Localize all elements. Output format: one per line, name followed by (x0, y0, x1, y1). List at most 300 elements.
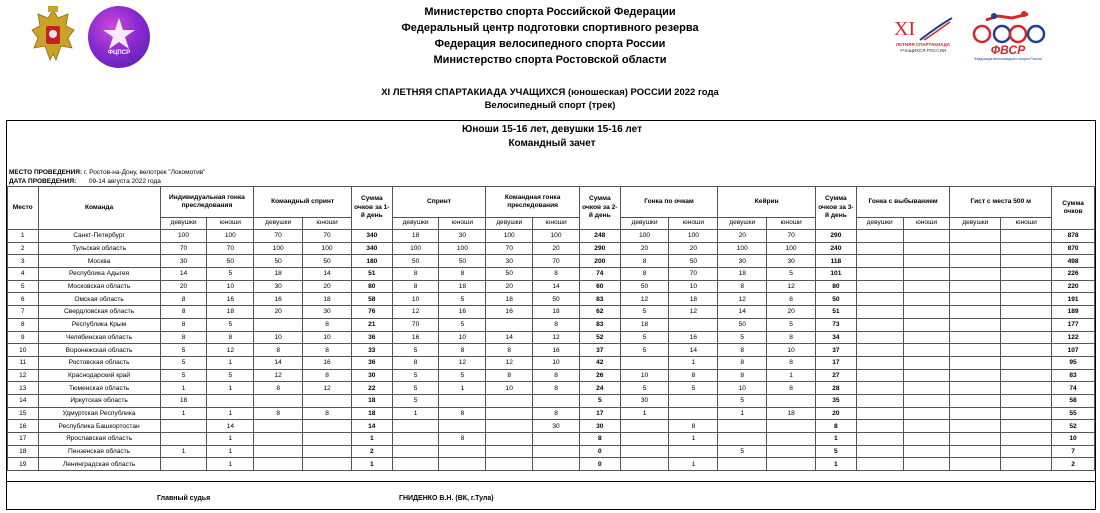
score-cell (533, 458, 580, 471)
score-cell (439, 394, 486, 407)
score-cell: 14 (303, 268, 352, 281)
score-cell: 8 (533, 268, 580, 281)
fcpsr-logo-text: ФЦПСР (107, 50, 131, 56)
score-cell: 20 (160, 280, 207, 293)
score-cell (950, 255, 1001, 268)
score-cell (254, 420, 303, 433)
score-cell: 50 (816, 293, 857, 306)
score-cell: 35 (816, 394, 857, 407)
score-cell: 70 (303, 230, 352, 243)
col-boys: юноши (767, 218, 816, 230)
score-cell (950, 331, 1001, 344)
score-cell: 51 (351, 268, 392, 281)
score-cell (620, 420, 669, 433)
score-cell (1001, 331, 1052, 344)
score-cell (903, 382, 950, 395)
score-cell: 8 (620, 268, 669, 281)
score-cell: 16 (533, 344, 580, 357)
score-cell: 8 (303, 344, 352, 357)
score-cell: 18 (620, 318, 669, 331)
col-boys: юноши (533, 218, 580, 230)
score-cell: 18 (303, 293, 352, 306)
score-cell (1001, 356, 1052, 369)
score-cell: 8 (669, 369, 718, 382)
team-name-cell: Ленинградская область (38, 458, 160, 471)
score-cell: 52 (579, 331, 620, 344)
col-boys: юноши (669, 218, 718, 230)
col-sum-day3: Сумма очков за 3-й день (816, 187, 857, 230)
score-cell: 30 (486, 255, 533, 268)
score-cell: 340 (351, 230, 392, 243)
col-time-trial: Гист с места 500 м (950, 187, 1052, 218)
fvsr-logo (968, 10, 1048, 62)
score-cell (856, 407, 903, 420)
score-cell (950, 382, 1001, 395)
score-cell: 12 (620, 293, 669, 306)
score-cell: 8 (718, 356, 767, 369)
score-cell: 10 (486, 382, 533, 395)
score-cell: 33 (351, 344, 392, 357)
score-cell (903, 242, 950, 255)
table-row (8, 369, 1095, 382)
score-cell (1001, 280, 1052, 293)
score-cell: 20 (816, 407, 857, 420)
score-cell (950, 242, 1001, 255)
score-cell: 10 (392, 293, 439, 306)
score-cell (767, 433, 816, 446)
score-cell: 8 (718, 280, 767, 293)
score-cell: 73 (816, 318, 857, 331)
team-name-cell: Омская область (38, 293, 160, 306)
score-cell: 70 (669, 268, 718, 281)
score-cell (392, 420, 439, 433)
chief-judge-name: ГНИДЕНКО В.Н. (ВК, г.Тула) (399, 495, 494, 502)
score-cell: 30 (533, 420, 580, 433)
score-cell: 5 (439, 369, 486, 382)
discipline-title: Велосипедный спорт (трек) (484, 100, 616, 111)
col-sum-day1: Сумма очков за 1-й день (351, 187, 392, 230)
fvsr-logo-subtext: Федерация велосипедного спорта России (974, 57, 1042, 61)
score-cell (856, 369, 903, 382)
standings-title: Командный зачет (508, 138, 596, 149)
score-cell (1001, 433, 1052, 446)
score-cell: 10 (254, 331, 303, 344)
score-cell: 52 (1052, 420, 1095, 433)
score-cell: 1 (767, 369, 816, 382)
score-cell (254, 458, 303, 471)
score-cell: 74 (1052, 382, 1095, 395)
score-cell: 30 (439, 230, 486, 243)
score-cell: 50 (620, 280, 669, 293)
star-icon (88, 6, 150, 68)
score-cell: 8 (254, 344, 303, 357)
score-cell: 21 (351, 318, 392, 331)
score-cell: 5 (579, 394, 620, 407)
table-row (8, 420, 1095, 433)
score-cell (903, 445, 950, 458)
col-girls: девушки (392, 218, 439, 230)
score-cell: 12 (533, 331, 580, 344)
score-cell: 8 (620, 255, 669, 268)
score-cell: 20 (620, 242, 669, 255)
score-cell: 8 (439, 407, 486, 420)
score-cell: 10 (1052, 433, 1095, 446)
score-cell: 180 (351, 255, 392, 268)
score-cell (903, 344, 950, 357)
score-cell: 16 (669, 331, 718, 344)
score-cell (856, 433, 903, 446)
score-cell: 16 (392, 331, 439, 344)
russian-emblem-icon (28, 4, 78, 66)
score-cell: 10 (767, 344, 816, 357)
score-cell: 5 (439, 318, 486, 331)
score-cell (1001, 420, 1052, 433)
score-cell (856, 382, 903, 395)
score-cell: 1 (351, 433, 392, 446)
score-cell: 8 (533, 382, 580, 395)
place-cell: 18 (8, 445, 39, 458)
score-cell: 83 (1052, 369, 1095, 382)
score-cell (669, 394, 718, 407)
score-cell: 5 (816, 445, 857, 458)
score-cell: 50 (254, 255, 303, 268)
score-cell: 5 (207, 369, 254, 382)
team-name-cell: Ростовская область (38, 356, 160, 369)
place-cell: 4 (8, 268, 39, 281)
score-cell: 80 (351, 280, 392, 293)
score-cell (303, 394, 352, 407)
score-cell: 83 (579, 318, 620, 331)
score-cell: 30 (767, 255, 816, 268)
score-cell: 70 (767, 230, 816, 243)
score-cell: 12 (207, 344, 254, 357)
score-cell (669, 318, 718, 331)
age-category: Юноши 15-16 лет, девушки 15-16 лет (462, 124, 642, 135)
venue-label: МЕСТО ПРОВЕДЕНИЯ: (9, 169, 83, 176)
score-cell (1001, 242, 1052, 255)
table-row (8, 268, 1095, 281)
score-cell (950, 458, 1001, 471)
score-cell: 18 (254, 268, 303, 281)
score-cell (903, 293, 950, 306)
score-cell: 16 (486, 306, 533, 319)
score-cell (533, 433, 580, 446)
score-cell: 100 (620, 230, 669, 243)
score-cell: 340 (351, 242, 392, 255)
score-cell (903, 407, 950, 420)
score-cell: 10 (620, 369, 669, 382)
score-cell: 100 (486, 230, 533, 243)
col-boys: юноши (439, 218, 486, 230)
score-cell (767, 445, 816, 458)
score-cell: 58 (351, 293, 392, 306)
score-cell: 8 (579, 433, 620, 446)
team-name-cell: Республика Крым (38, 318, 160, 331)
col-girls: девушки (486, 218, 533, 230)
score-cell: 16 (254, 293, 303, 306)
score-cell (207, 394, 254, 407)
score-cell: 50 (392, 255, 439, 268)
score-cell (903, 268, 950, 281)
score-cell (303, 433, 352, 446)
score-cell (856, 394, 903, 407)
team-name-cell: Московская область (38, 280, 160, 293)
score-cell: 8 (533, 407, 580, 420)
score-cell: 5 (620, 331, 669, 344)
team-name-cell: Краснодарский край (38, 369, 160, 382)
score-cell: 62 (579, 306, 620, 319)
score-cell: 1 (160, 445, 207, 458)
score-cell (486, 420, 533, 433)
score-cell (950, 318, 1001, 331)
score-cell: 2 (351, 445, 392, 458)
score-cell: 1 (207, 382, 254, 395)
score-cell: 5 (439, 293, 486, 306)
score-cell: 70 (207, 242, 254, 255)
score-cell (856, 230, 903, 243)
score-cell (620, 445, 669, 458)
score-cell: 189 (1052, 306, 1095, 319)
score-cell (903, 230, 950, 243)
score-cell: 18 (533, 306, 580, 319)
score-cell: 18 (207, 306, 254, 319)
table-row (8, 306, 1095, 319)
score-cell: 18 (392, 230, 439, 243)
score-cell: 5 (160, 344, 207, 357)
score-cell: 100 (207, 230, 254, 243)
score-cell (160, 420, 207, 433)
event-title: XI ЛЕТНЯЯ СПАРТАКИАДА УЧАЩИХСЯ (юношеская) РОССИИ 2022 года (381, 87, 719, 98)
score-cell (1001, 445, 1052, 458)
score-cell: 5 (718, 394, 767, 407)
score-cell (718, 433, 767, 446)
org-line-1: Министерство спорта Российской Федерации (424, 6, 676, 18)
score-cell: 36 (351, 331, 392, 344)
col-team-pursuit: Командная гонка преследования (486, 187, 580, 218)
score-cell: 80 (816, 280, 857, 293)
score-cell: 8 (160, 293, 207, 306)
date-label: ДАТА ПРОВЕДЕНИЯ: (9, 178, 77, 185)
score-cell: 50 (207, 255, 254, 268)
team-name-cell: Пензенская область (38, 445, 160, 458)
score-cell: 5 (767, 318, 816, 331)
score-cell (486, 433, 533, 446)
score-cell (856, 242, 903, 255)
score-cell: 17 (816, 356, 857, 369)
team-name-cell: Тульская область (38, 242, 160, 255)
score-cell: 20 (669, 242, 718, 255)
score-cell: 50 (303, 255, 352, 268)
score-cell: 5 (620, 344, 669, 357)
score-cell: 8 (303, 407, 352, 420)
score-cell: 5 (160, 356, 207, 369)
col-team: Команда (38, 187, 160, 230)
score-cell: 12 (254, 369, 303, 382)
score-cell (486, 394, 533, 407)
col-girls: девушки (620, 218, 669, 230)
score-cell (950, 420, 1001, 433)
score-cell: 107 (1052, 344, 1095, 357)
col-elimination: Гонка с выбыванием (856, 187, 950, 218)
score-cell: 2 (1052, 458, 1095, 471)
score-cell: 100 (254, 242, 303, 255)
torch-flame-icon (918, 16, 954, 42)
score-cell: 20 (718, 230, 767, 243)
place-cell: 17 (8, 433, 39, 446)
score-cell: 8 (486, 369, 533, 382)
score-cell (903, 255, 950, 268)
place-cell: 11 (8, 356, 39, 369)
score-cell (1001, 318, 1052, 331)
score-cell: 20 (767, 306, 816, 319)
col-ind-pursuit: Индивидуальная гонка преследования (160, 187, 254, 218)
place-cell: 8 (8, 318, 39, 331)
score-cell (856, 318, 903, 331)
team-name-cell: Москва (38, 255, 160, 268)
score-cell (856, 344, 903, 357)
score-cell (669, 407, 718, 420)
score-cell: 14 (533, 280, 580, 293)
col-keirin: Кейрин (718, 187, 816, 218)
score-cell (903, 280, 950, 293)
table-row (8, 280, 1095, 293)
score-cell: 27 (816, 369, 857, 382)
score-cell: 100 (303, 242, 352, 255)
score-cell (1001, 306, 1052, 319)
score-cell: 50 (486, 268, 533, 281)
place-cell: 15 (8, 407, 39, 420)
score-cell (856, 293, 903, 306)
col-sprint: Спринт (392, 187, 486, 218)
score-cell: 100 (718, 242, 767, 255)
score-cell: 10 (669, 280, 718, 293)
score-cell: 8 (533, 369, 580, 382)
team-name-cell: Иркутская область (38, 394, 160, 407)
score-cell: 8 (767, 382, 816, 395)
score-cell: 12 (486, 356, 533, 369)
score-cell: 122 (1052, 331, 1095, 344)
score-cell (903, 433, 950, 446)
score-cell (160, 458, 207, 471)
score-cell (254, 433, 303, 446)
score-cell: 28 (816, 382, 857, 395)
organizer-lines (300, 4, 800, 68)
table-row (8, 331, 1095, 344)
score-cell: 0 (579, 445, 620, 458)
score-cell: 58 (1052, 394, 1095, 407)
score-cell (950, 394, 1001, 407)
team-name-cell: Челябинская область (38, 331, 160, 344)
score-cell: 18 (486, 293, 533, 306)
score-cell: 8 (486, 344, 533, 357)
score-cell (620, 458, 669, 471)
score-cell: 70 (533, 255, 580, 268)
score-cell: 1 (816, 433, 857, 446)
place-cell: 1 (8, 230, 39, 243)
fcpsr-logo (88, 6, 150, 68)
col-girls: девушки (950, 218, 1001, 230)
score-cell: 5 (392, 369, 439, 382)
score-cell (486, 445, 533, 458)
score-cell: 1 (207, 458, 254, 471)
score-cell: 14 (207, 420, 254, 433)
document-header (0, 0, 1100, 118)
score-cell (439, 445, 486, 458)
score-cell (1001, 407, 1052, 420)
col-total: Сумма очков (1052, 187, 1095, 230)
score-cell: 5 (392, 344, 439, 357)
score-cell (767, 394, 816, 407)
score-cell (950, 344, 1001, 357)
col-boys: юноши (1001, 218, 1052, 230)
score-cell (950, 369, 1001, 382)
score-cell: 12 (303, 382, 352, 395)
score-cell: 290 (579, 242, 620, 255)
score-cell: 26 (579, 369, 620, 382)
score-cell (903, 394, 950, 407)
score-cell (669, 445, 718, 458)
score-cell: 60 (579, 280, 620, 293)
score-cell: 1 (816, 458, 857, 471)
col-girls: девушки (856, 218, 903, 230)
score-cell: 74 (579, 268, 620, 281)
place-cell: 6 (8, 293, 39, 306)
score-cell: 177 (1052, 318, 1095, 331)
score-cell: 10 (439, 331, 486, 344)
category-block (7, 123, 1097, 151)
score-cell: 8 (718, 344, 767, 357)
score-cell: 8 (207, 331, 254, 344)
score-cell: 240 (816, 242, 857, 255)
results-body (8, 230, 1095, 471)
table-row (8, 407, 1095, 420)
score-cell (856, 306, 903, 319)
score-cell: 5 (392, 382, 439, 395)
table-row (8, 242, 1095, 255)
score-cell (1001, 344, 1052, 357)
score-cell (856, 458, 903, 471)
place-cell: 13 (8, 382, 39, 395)
table-row (8, 230, 1095, 243)
score-cell (767, 420, 816, 433)
score-cell: 220 (1052, 280, 1095, 293)
score-cell (767, 458, 816, 471)
score-cell: 878 (1052, 230, 1095, 243)
team-name-cell: Удмуртская Республика (38, 407, 160, 420)
score-cell: 30 (254, 280, 303, 293)
score-cell: 100 (392, 242, 439, 255)
score-cell: 30 (160, 255, 207, 268)
score-cell: 1 (620, 407, 669, 420)
score-cell: 248 (579, 230, 620, 243)
score-cell: 870 (1052, 242, 1095, 255)
score-cell (718, 458, 767, 471)
score-cell: 8 (392, 356, 439, 369)
score-cell: 18 (718, 268, 767, 281)
score-cell (950, 356, 1001, 369)
col-girls: девушки (254, 218, 303, 230)
score-cell (1001, 369, 1052, 382)
score-cell: 100 (533, 230, 580, 243)
header-row-gender (8, 218, 1095, 230)
score-cell: 30 (303, 306, 352, 319)
score-cell (903, 318, 950, 331)
score-cell: 42 (579, 356, 620, 369)
score-cell (903, 458, 950, 471)
team-name-cell: Ярославская область (38, 433, 160, 446)
table-row (8, 293, 1095, 306)
event-meta (9, 168, 205, 186)
